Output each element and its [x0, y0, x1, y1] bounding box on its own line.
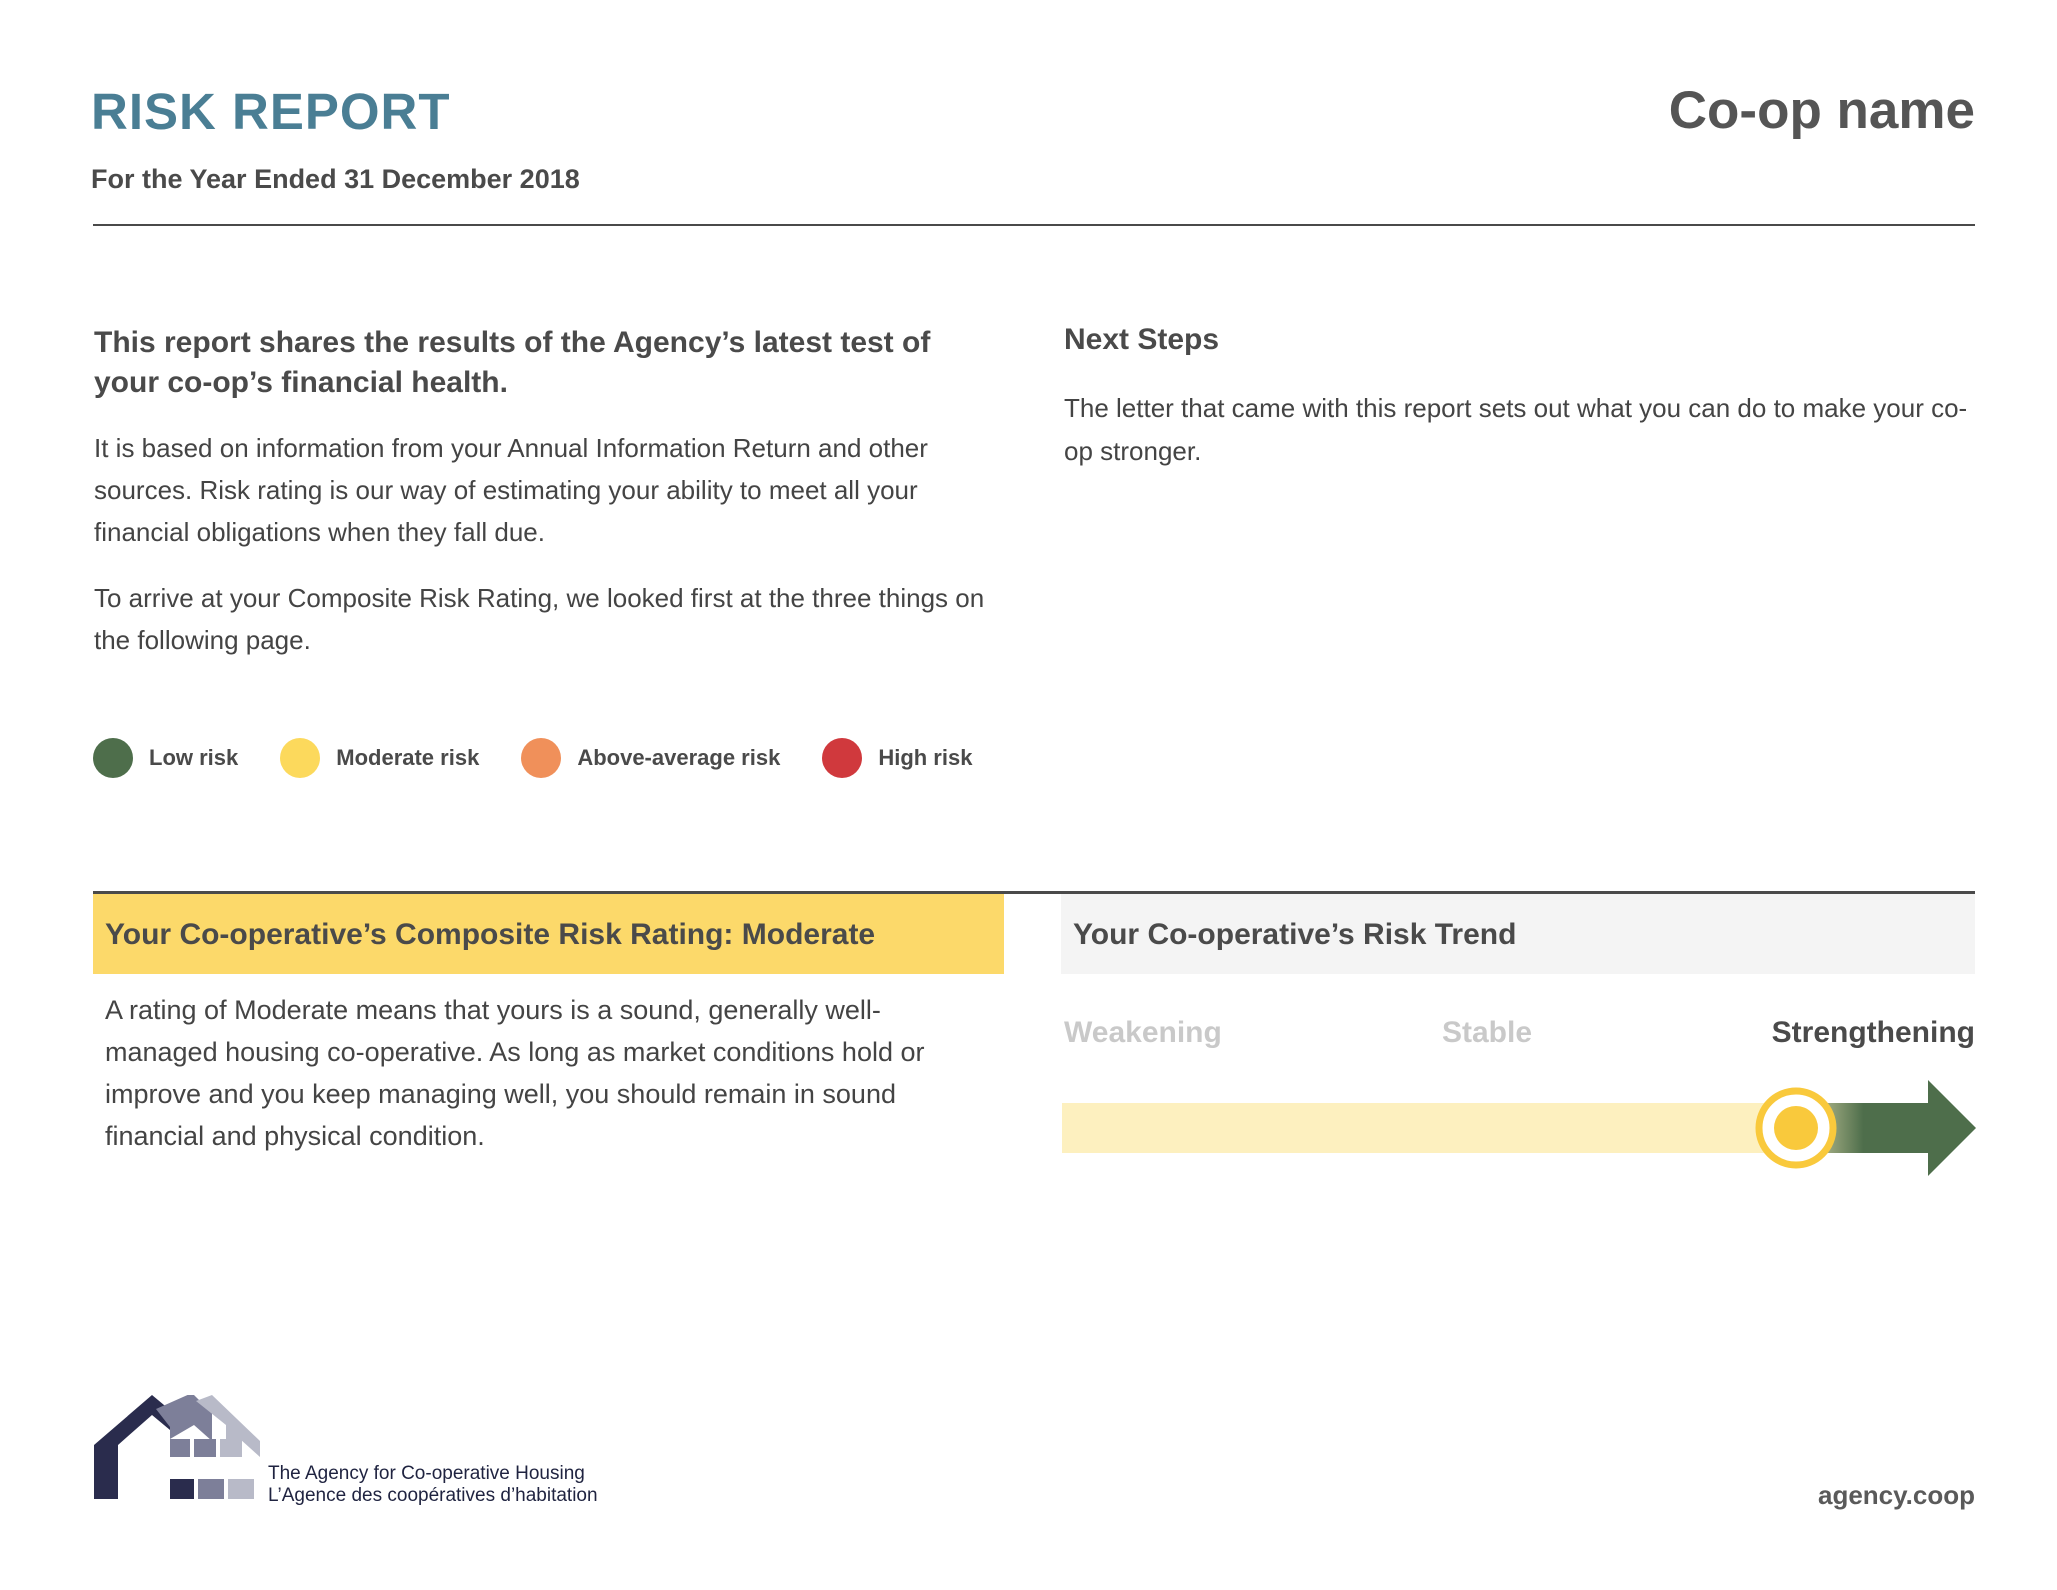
above-average-risk-dot-icon	[521, 738, 561, 778]
report-period: For the Year Ended 31 December 2018	[91, 164, 580, 194]
intro-paragraph-2: To arrive at your Composite Risk Rating, we looked first at the three things on the following page.	[94, 583, 985, 655]
low-risk-dot-icon	[93, 738, 133, 778]
trend-marker-icon	[1774, 1106, 1818, 1150]
next-steps-heading: Next Steps	[1064, 323, 1220, 356]
trend-label-stable: Stable	[1442, 1016, 1533, 1049]
agency-logo-icon	[94, 1395, 264, 1505]
header-divider	[93, 224, 1975, 226]
risk-trend-indicator	[1062, 1078, 1976, 1178]
composite-rating-text: A rating of Moderate means that yours is a sound, generally well-managed housing co-operative. As long as market conditions hold or improve and you keep managing well, you should remain in sound financial and physical condition.	[105, 995, 925, 1151]
trend-label-weakening: Weakening	[1064, 1016, 1222, 1049]
agency-name-en: The Agency for Co-operative Housing	[268, 1463, 585, 1484]
intro-heading: This report shares the results of the Agency’s latest test of your co-op’s financial health.	[94, 326, 931, 399]
next-steps-text: The letter that came with this report sets out what you can do to make your co-op stronger.	[1064, 393, 1968, 466]
intro-paragraph-1: It is based on information from your Annual Information Return and other sources. Risk rating is our way of estimating your ability to meet all your financial obligations when they fall due.	[94, 433, 928, 547]
agency-name-fr: L’Agence des coopératives d’habitation	[268, 1485, 598, 1506]
legend-item-moderate	[280, 738, 479, 778]
legend-label: Low risk	[149, 745, 239, 770]
legend-label: High risk	[878, 745, 973, 770]
footer-url[interactable]: agency.coop	[1817, 1480, 1975, 1510]
trend-arrow-head-icon	[1928, 1080, 1976, 1176]
trend-label-strengthening: Strengthening	[1771, 1016, 1975, 1049]
legend-item-above-average	[521, 738, 780, 778]
trend-track	[1062, 1103, 1782, 1153]
agency-name	[268, 1463, 598, 1507]
legend-item-high	[822, 738, 972, 778]
moderate-risk-dot-icon	[280, 738, 320, 778]
risk-legend	[93, 738, 1014, 778]
risk-trend-heading: Your Co-operative’s Risk Trend	[1073, 918, 1517, 951]
report-title: RISK REPORT	[91, 83, 451, 140]
high-risk-dot-icon	[822, 738, 862, 778]
coop-name: Co-op name	[1668, 81, 1975, 140]
composite-rating-heading: Your Co-operative’s Composite Risk Rating: Moderate	[105, 918, 876, 951]
legend-label: Moderate risk	[336, 745, 480, 770]
legend-label: Above-average risk	[577, 745, 781, 770]
legend-item-low	[93, 738, 238, 778]
